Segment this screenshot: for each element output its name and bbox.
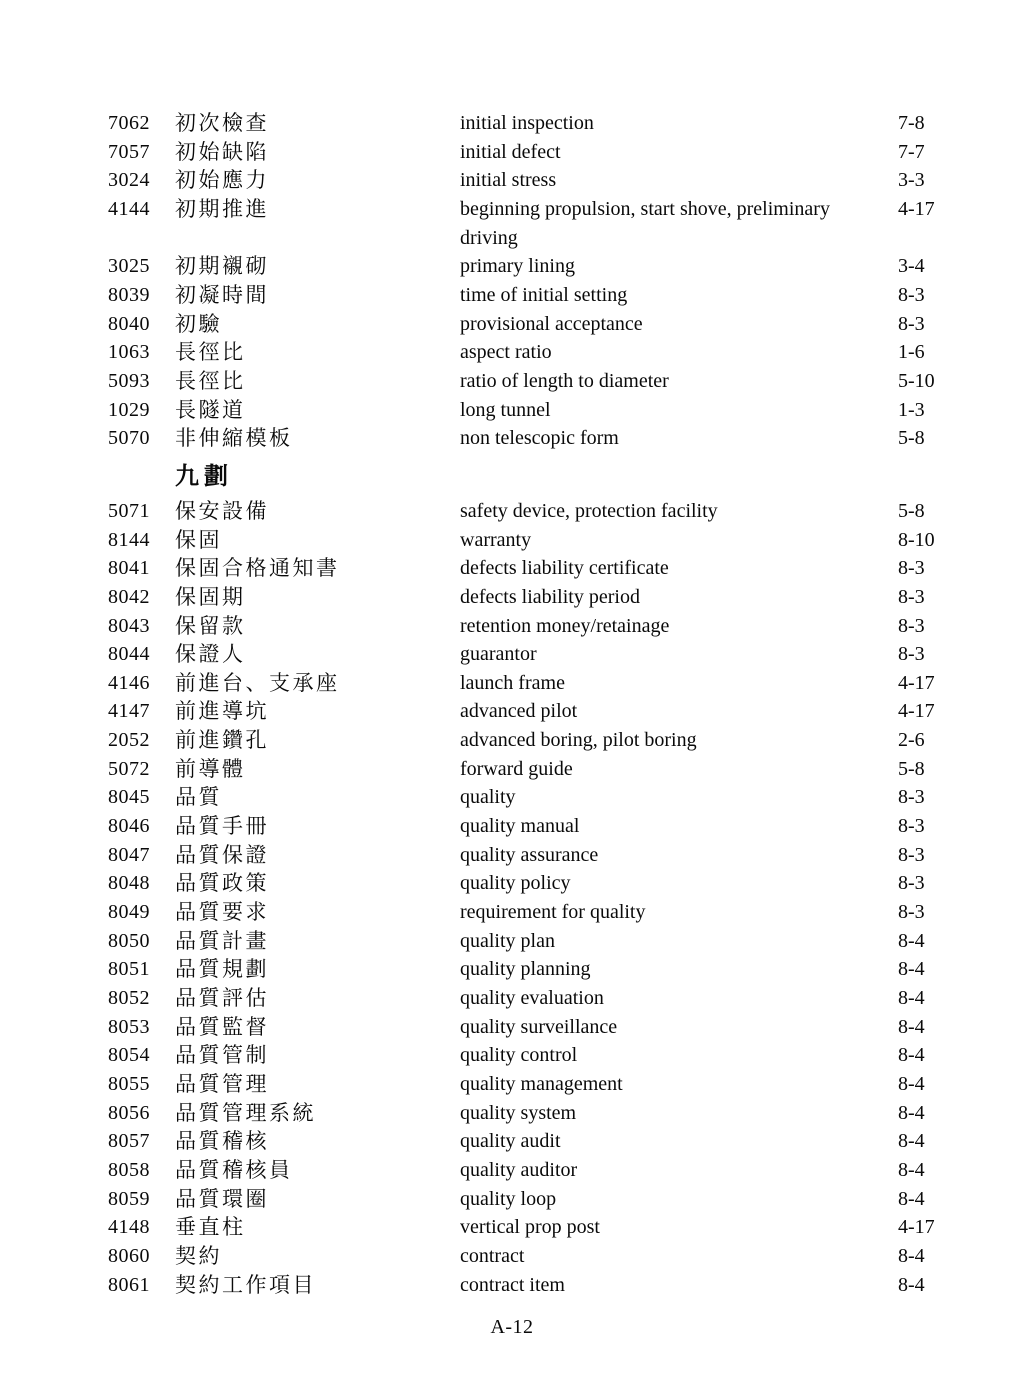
table-row bbox=[108, 1213, 940, 1242]
entry-en: contract item bbox=[460, 1273, 565, 1296]
entry-id: 5070 bbox=[108, 427, 150, 450]
table-row bbox=[108, 669, 940, 698]
entry-id: 8055 bbox=[108, 1073, 150, 1095]
entry-zh: 品質管理 bbox=[175, 1072, 269, 1096]
entry-id: 8049 bbox=[108, 901, 150, 924]
entry-en: long tunnel bbox=[460, 398, 551, 421]
entry-ref: 8-3 bbox=[898, 585, 925, 608]
entry-en: defects liability period bbox=[460, 585, 640, 608]
entry-zh: 前進導坑 bbox=[175, 699, 269, 724]
entry-en: advanced pilot bbox=[460, 700, 578, 723]
entry-id: 1063 bbox=[108, 341, 150, 364]
entry-zh: 品質手冊 bbox=[175, 814, 269, 839]
table-row bbox=[108, 1156, 940, 1185]
entry-ref: 8-4 bbox=[898, 1273, 925, 1296]
entry-ref: 5-8 bbox=[898, 427, 925, 450]
entry-zh: 長徑比 bbox=[175, 340, 246, 365]
table-row bbox=[108, 1242, 940, 1271]
entry-en: quality plan bbox=[460, 929, 555, 952]
entry-ref: 8-4 bbox=[898, 1044, 925, 1067]
entry-en: beginning propulsion, start shove, preliminary driving bbox=[460, 197, 830, 249]
entry-en: quality planning bbox=[460, 958, 591, 981]
entry-id: 5072 bbox=[108, 757, 150, 780]
entry-id: 4144 bbox=[108, 197, 150, 220]
entry-id: 8058 bbox=[108, 1158, 150, 1181]
entry-ref: 2-6 bbox=[898, 729, 925, 752]
entry-ref: 8-4 bbox=[898, 929, 925, 952]
entry-id: 8048 bbox=[108, 872, 150, 895]
entry-ref: 8-3 bbox=[898, 557, 925, 580]
entry-ref: 4-17 bbox=[898, 1216, 935, 1239]
table-row bbox=[108, 726, 940, 755]
entry-en: vertical prop post bbox=[460, 1216, 600, 1239]
entry-id: 8053 bbox=[108, 1015, 150, 1038]
entry-ref: 7-8 bbox=[898, 112, 925, 134]
table-row bbox=[108, 1041, 940, 1070]
table-row bbox=[108, 1070, 940, 1099]
entry-zh: 非伸縮模板 bbox=[175, 426, 293, 451]
entry-ref: 8-3 bbox=[898, 312, 925, 335]
entry-id: 5093 bbox=[108, 369, 150, 392]
entry-en: ratio of length to diameter bbox=[460, 369, 669, 392]
entry-id: 8046 bbox=[108, 815, 150, 838]
entry-id: 8060 bbox=[108, 1244, 150, 1267]
entry-en: quality control bbox=[460, 1044, 578, 1067]
entry-ref: 8-3 bbox=[898, 843, 925, 866]
entry-zh: 契約工作項目 bbox=[175, 1272, 316, 1297]
entry-ref: 8-3 bbox=[898, 872, 925, 895]
entry-ref: 4-17 bbox=[898, 671, 935, 694]
entry-ref: 8-4 bbox=[898, 1158, 925, 1181]
entry-ref: 8-3 bbox=[898, 901, 925, 924]
entry-zh: 品質管制 bbox=[175, 1043, 269, 1068]
table-row bbox=[108, 166, 940, 195]
section-header bbox=[175, 463, 940, 491]
entry-id: 8052 bbox=[108, 987, 150, 1010]
entry-en: retention money/retainage bbox=[460, 614, 670, 637]
table-row bbox=[108, 1013, 940, 1042]
table-row bbox=[108, 526, 940, 555]
entry-ref: 3-4 bbox=[898, 255, 925, 278]
entry-zh: 保證人 bbox=[175, 642, 246, 667]
entry-id: 8144 bbox=[108, 528, 150, 551]
entry-id: 7062 bbox=[108, 112, 150, 134]
entry-zh: 品質計畫 bbox=[175, 928, 269, 953]
table-row bbox=[108, 497, 940, 526]
entry-ref: 8-4 bbox=[898, 958, 925, 981]
entry-zh: 初始缺陷 bbox=[175, 139, 269, 164]
entry-en: initial stress bbox=[460, 169, 557, 192]
entry-zh: 保留款 bbox=[175, 613, 246, 638]
entry-en: quality policy bbox=[460, 872, 571, 895]
table-row bbox=[108, 252, 940, 281]
entry-ref: 3-3 bbox=[898, 169, 925, 192]
entry-ref: 8-3 bbox=[898, 815, 925, 838]
entry-ref: 4-17 bbox=[898, 700, 935, 723]
table-row bbox=[108, 109, 940, 138]
table-row bbox=[108, 554, 940, 583]
entry-id: 8056 bbox=[108, 1101, 150, 1124]
table-row bbox=[108, 195, 940, 252]
entry-ref: 4-17 bbox=[898, 197, 935, 220]
entry-ref: 5-8 bbox=[898, 757, 925, 780]
entry-zh: 品質要求 bbox=[175, 900, 269, 925]
entry-zh: 契約 bbox=[175, 1243, 222, 1268]
entry-zh: 品質保證 bbox=[175, 842, 269, 867]
entry-ref: 8-3 bbox=[898, 643, 925, 666]
entry-ref: 8-3 bbox=[898, 786, 925, 809]
entry-en: provisional acceptance bbox=[460, 312, 643, 335]
entry-ref: 8-4 bbox=[898, 987, 925, 1010]
entry-id: 8051 bbox=[108, 958, 150, 981]
entry-zh: 品質 bbox=[175, 785, 222, 810]
entry-en: quality auditor bbox=[460, 1158, 578, 1181]
entry-en: quality loop bbox=[460, 1187, 557, 1210]
table-row bbox=[108, 1099, 940, 1128]
entry-id: 8059 bbox=[108, 1187, 150, 1210]
entry-en: requirement for quality bbox=[460, 901, 646, 924]
entry-en: quality manual bbox=[460, 815, 580, 838]
table-row bbox=[108, 138, 940, 167]
entry-id: 8041 bbox=[108, 557, 150, 580]
table-row bbox=[108, 640, 940, 669]
entry-en: launch frame bbox=[460, 671, 565, 694]
table-row bbox=[108, 955, 940, 984]
entry-zh: 前進台、支承座 bbox=[175, 670, 340, 695]
entry-id: 8047 bbox=[108, 843, 150, 866]
table-row bbox=[108, 783, 940, 812]
entry-id: 8040 bbox=[108, 312, 150, 335]
entry-id: 8061 bbox=[108, 1273, 150, 1296]
entry-en: contract bbox=[460, 1244, 525, 1267]
entry-ref: 1-6 bbox=[898, 341, 925, 364]
entry-en: guarantor bbox=[460, 643, 537, 666]
page-number: A-12 bbox=[490, 1316, 534, 1338]
table-row bbox=[108, 898, 940, 927]
entry-id: 8043 bbox=[108, 614, 150, 637]
entry-en: quality bbox=[460, 786, 516, 809]
entry-zh: 初期襯砌 bbox=[175, 254, 269, 279]
entry-id: 7057 bbox=[108, 140, 150, 163]
entry-ref: 5-8 bbox=[898, 499, 925, 522]
entry-id: 8054 bbox=[108, 1044, 150, 1067]
table-row bbox=[108, 927, 940, 956]
entry-id: 8057 bbox=[108, 1130, 150, 1153]
entry-zh: 品質監督 bbox=[175, 1014, 269, 1039]
entry-id: 1029 bbox=[108, 398, 150, 421]
entry-zh: 保固合格通知書 bbox=[175, 556, 340, 581]
entry-zh: 初次檢查 bbox=[175, 111, 269, 135]
entry-zh: 品質政策 bbox=[175, 871, 269, 896]
entry-ref: 8-3 bbox=[898, 614, 925, 637]
entry-zh: 前導體 bbox=[175, 756, 246, 781]
entry-en: initial defect bbox=[460, 140, 561, 163]
table-row bbox=[108, 583, 940, 612]
table-row bbox=[108, 755, 940, 784]
table-row bbox=[108, 367, 940, 396]
entry-zh: 保固 bbox=[175, 527, 222, 552]
table-row bbox=[108, 984, 940, 1013]
entry-en: initial inspection bbox=[460, 112, 594, 134]
entry-zh: 保安設備 bbox=[175, 498, 269, 523]
entry-id: 4147 bbox=[108, 700, 150, 723]
entry-ref: 7-7 bbox=[898, 140, 925, 163]
entry-id: 8045 bbox=[108, 786, 150, 809]
entry-en: quality surveillance bbox=[460, 1015, 618, 1038]
table-row bbox=[108, 1127, 940, 1156]
table-row bbox=[108, 841, 940, 870]
entry-zh: 初始應力 bbox=[175, 168, 269, 193]
entry-id: 2052 bbox=[108, 729, 150, 752]
table-row bbox=[108, 612, 940, 641]
entry-zh: 垂直柱 bbox=[175, 1215, 246, 1240]
entry-zh: 前進鑽孔 bbox=[175, 728, 269, 753]
table-row bbox=[108, 396, 940, 425]
entry-zh: 初期推進 bbox=[175, 196, 269, 221]
entry-id: 8050 bbox=[108, 929, 150, 952]
entry-id: 8044 bbox=[108, 643, 150, 666]
entry-zh: 初凝時間 bbox=[175, 282, 269, 307]
entry-en: safety device, protection facility bbox=[460, 499, 718, 522]
table-row bbox=[108, 1271, 940, 1300]
entry-en: quality audit bbox=[460, 1130, 561, 1153]
entry-en: quality evaluation bbox=[460, 987, 604, 1010]
entry-en: quality management bbox=[460, 1073, 623, 1095]
entry-en: time of initial setting bbox=[460, 283, 628, 306]
table-row bbox=[108, 424, 940, 453]
entry-id: 3025 bbox=[108, 255, 150, 278]
entry-ref: 8-4 bbox=[898, 1015, 925, 1038]
entry-zh: 初驗 bbox=[175, 311, 222, 336]
entry-zh: 品質管理系統 bbox=[175, 1100, 316, 1125]
entry-zh: 品質評估 bbox=[175, 986, 269, 1011]
entry-id: 3024 bbox=[108, 169, 150, 192]
entry-ref: 8-4 bbox=[898, 1101, 925, 1124]
entry-en: primary lining bbox=[460, 255, 575, 278]
table-row bbox=[108, 1185, 940, 1214]
entry-en: forward guide bbox=[460, 757, 573, 780]
entry-zh: 長徑比 bbox=[175, 368, 246, 393]
entry-ref: 8-4 bbox=[898, 1187, 925, 1210]
entry-id: 8042 bbox=[108, 585, 150, 608]
entry-en: non telescopic form bbox=[460, 427, 619, 450]
entry-en: warranty bbox=[460, 528, 532, 551]
entry-zh: 品質稽核員 bbox=[175, 1157, 293, 1182]
entry-id: 5071 bbox=[108, 499, 150, 522]
table-row bbox=[108, 697, 940, 726]
entry-zh: 品質環圈 bbox=[175, 1186, 269, 1211]
entry-zh: 品質規劃 bbox=[175, 957, 269, 982]
table-row bbox=[108, 281, 940, 310]
table-row bbox=[108, 338, 940, 367]
entry-ref: 5-10 bbox=[898, 369, 935, 392]
table-row bbox=[108, 869, 940, 898]
entry-id: 8039 bbox=[108, 283, 150, 306]
entry-ref: 1-3 bbox=[898, 398, 925, 421]
entry-en: aspect ratio bbox=[460, 341, 552, 364]
entry-ref: 8-4 bbox=[898, 1073, 925, 1095]
entry-ref: 8-10 bbox=[898, 528, 935, 551]
entry-ref: 8-4 bbox=[898, 1130, 925, 1153]
entry-ref: 8-3 bbox=[898, 283, 925, 306]
table-row bbox=[108, 812, 940, 841]
entry-zh: 保固期 bbox=[175, 584, 246, 609]
table-row bbox=[108, 310, 940, 339]
glossary-table bbox=[108, 109, 940, 1299]
entry-en: advanced boring, pilot boring bbox=[460, 729, 697, 752]
entry-id: 4146 bbox=[108, 671, 150, 694]
entry-id: 4148 bbox=[108, 1216, 150, 1239]
entry-zh: 品質稽核 bbox=[175, 1129, 269, 1154]
entry-en: defects liability certificate bbox=[460, 557, 669, 580]
entry-en: quality system bbox=[460, 1101, 577, 1124]
entry-ref: 8-4 bbox=[898, 1244, 925, 1267]
entry-en: quality assurance bbox=[460, 843, 599, 866]
entry-zh: 長隧道 bbox=[175, 397, 246, 422]
section-header-label: 九劃 bbox=[175, 463, 233, 490]
